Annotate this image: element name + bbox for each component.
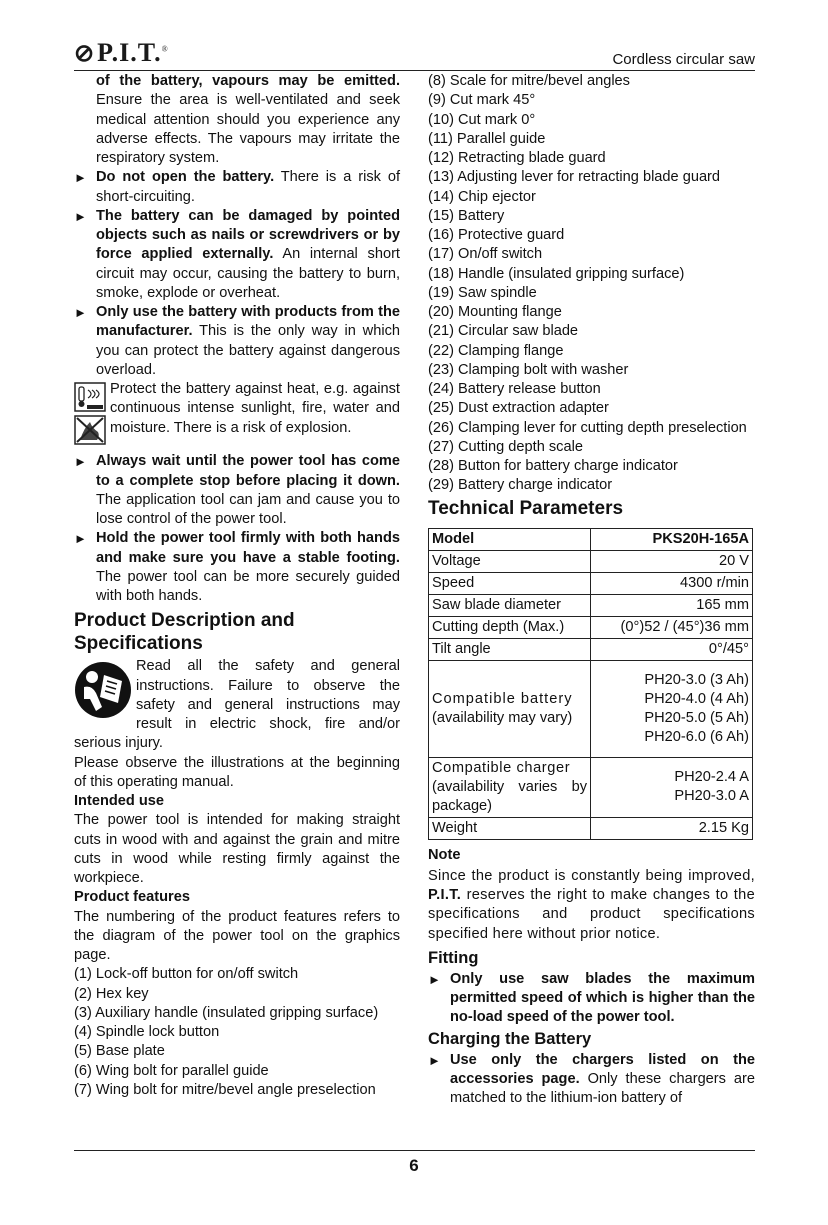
page-header (74, 36, 755, 71)
list-item: (1) Lock-off button for on/off switch (74, 966, 299, 983)
right-column (428, 72, 755, 1108)
heat-warning-paragraph: Protect the battery against heat, e.g. against continuous intense sunlight, fire, water and moisture. There is a risk of explosion. (74, 380, 400, 438)
section-title: Product Description and Specifications (74, 610, 295, 655)
list-item: (7) Wing bolt for mitre/bevel angle preselection (74, 1081, 376, 1098)
left-column (74, 72, 400, 1100)
list-item: (24) Battery release button (428, 381, 601, 397)
table-row: Voltage 20 V (429, 550, 753, 572)
list-item: (9) Cut mark 45° (428, 92, 536, 109)
list-item: (6) Wing bolt for parallel guide (74, 1062, 269, 1079)
list-item: (23) Clamping bolt with washer (428, 361, 629, 378)
list-item: (25) Dust extraction adapter (428, 400, 609, 417)
list-item: (12) Retracting blade guard (428, 150, 606, 166)
footer-divider (74, 1150, 755, 1151)
brand-logo: ⊘P.I.T.® (74, 38, 169, 67)
list-item: (13) Adjusting lever for retracting blade guard (428, 169, 721, 186)
table-row: Saw blade diameter 165 mm (429, 594, 753, 616)
list-item: (17) On/off switch (428, 246, 543, 263)
list-item: (26) Clamping lever for cutting depth preselection (428, 419, 747, 436)
warning-bullet: ► Only use the battery with products from the manufacturer. This is the only way in which you can protect the battery against dangerous overload. (74, 303, 400, 380)
heat-warning-icons (74, 382, 106, 452)
warning-bullet: ► Hold the power tool firmly with both hands and make sure you have a stable footing. The power tool can be more securely guided with both hands. (74, 529, 400, 606)
list-item: (4) Spindle lock button (74, 1024, 220, 1040)
list-item: (21) Circular saw blade (428, 323, 579, 340)
list-item: (3) Auxiliary handle (insulated gripping surface) (74, 1004, 379, 1021)
document-title: Cordless circular saw (612, 51, 755, 68)
brand-mark-icon: ⊘ (74, 41, 96, 67)
warning-bullet: ► Always wait until the power tool has come to a complete stop before placing it down. The application tool can jam and cause you to lose control of the power tool. (74, 452, 400, 529)
table-row: Weight 2.15 Kg (429, 817, 753, 839)
list-item: (8) Scale for mitre/bevel angles (428, 73, 630, 89)
charging-title: Charging the Battery (428, 1029, 592, 1048)
list-item: (11) Parallel guide (428, 130, 546, 147)
product-features-text: The numbering of the product features refers to the diagram of the power tool on the graphics page. (74, 908, 400, 963)
temperature-icon (74, 382, 106, 446)
page-number: 6 (409, 1156, 419, 1175)
intended-use-title: Intended use (74, 793, 165, 809)
list-item: (16) Protective guard (428, 227, 565, 243)
intended-use-text: The power tool is intended for making straight cuts in wood with and against the grain and mitre cuts in wood while resting firmly against the workpiece. (74, 812, 400, 886)
list-item: (19) Saw spindle (428, 284, 537, 301)
specs-table (428, 528, 753, 840)
list-item: (22) Clamping flange (428, 342, 564, 359)
table-row: Cutting depth (Max.) (0°)52 / (45°)36 mm (429, 616, 753, 638)
table-row: Compatible battery (availability may vary) PH20-3.0 (3 Ah) PH20-4.0 (4 Ah) PH20-5.0 (5 Ah) PH20-6.0 (6 Ah) (429, 660, 753, 757)
list-item: (2) Hex key (74, 985, 149, 1002)
product-features-title: Product features (74, 889, 190, 906)
read-instructions-paragraph: Read all the safety and general instructions. Failure to observe the safety and general instructions may result in electric shock, fire and/or serious injury. (74, 658, 400, 752)
list-item: (15) Battery (428, 207, 505, 224)
note-text: Since the product is constantly being improved, P.I.T. reserves the right to make changes to the specifications and product specifications specified here without prior notice. (428, 867, 755, 942)
list-item: (5) Base plate (74, 1043, 165, 1060)
charging-bullet: ► Use only the chargers listed on the accessories page. Only these chargers are matched to the lithium-ion battery of (428, 1051, 755, 1109)
table-row: Speed 4300 r/min (429, 572, 753, 594)
table-row: Model PKS20H-165A (429, 528, 753, 550)
fitting-title: Fitting (428, 948, 479, 967)
note-title: Note (428, 846, 461, 863)
list-item: (18) Handle (insulated gripping surface) (428, 265, 685, 282)
features-list-left (74, 965, 400, 1100)
table-row: Tilt angle 0°/45° (429, 638, 753, 660)
technical-parameters-title: Technical Parameters (428, 497, 624, 519)
vapours-paragraph: of the battery, vapours may be emitted. Ensure the area is well-ventilated and seek medical attention should you experience any adverse effects. The vapours may irritate the respiratory system. (96, 73, 400, 166)
list-item: (14) Chip ejector (428, 188, 536, 205)
warning-bullet: ► The battery can be damaged by pointed objects such as nails or screwdrivers or by force applied externally. An internal short circuit may occur, causing the battery to burn, smoke, explode or overheat. (74, 207, 400, 303)
fitting-bullet: ► Only use saw blades the maximum permitted speed of which is higher than the no-load speed of the power tool. (428, 970, 755, 1028)
list-item: (20) Mounting flange (428, 304, 562, 320)
table-row: Compatible charger (availability varies by package) PH20-2.4 A PH20-3.0 A (429, 757, 753, 817)
list-item: (10) Cut mark 0° (428, 111, 536, 128)
list-item: (27) Cutting depth scale (428, 438, 583, 455)
features-list-right (428, 72, 755, 496)
read-manual-icon (74, 661, 132, 725)
list-item: (29) Battery charge indicator (428, 477, 613, 494)
warning-bullet: ► Do not open the battery. There is a risk of short-circuiting. (74, 168, 400, 207)
observe-illustrations-text: Please observe the illustrations at the beginning of this operating manual. (74, 754, 400, 790)
list-item: (28) Button for battery charge indicator (428, 458, 678, 474)
